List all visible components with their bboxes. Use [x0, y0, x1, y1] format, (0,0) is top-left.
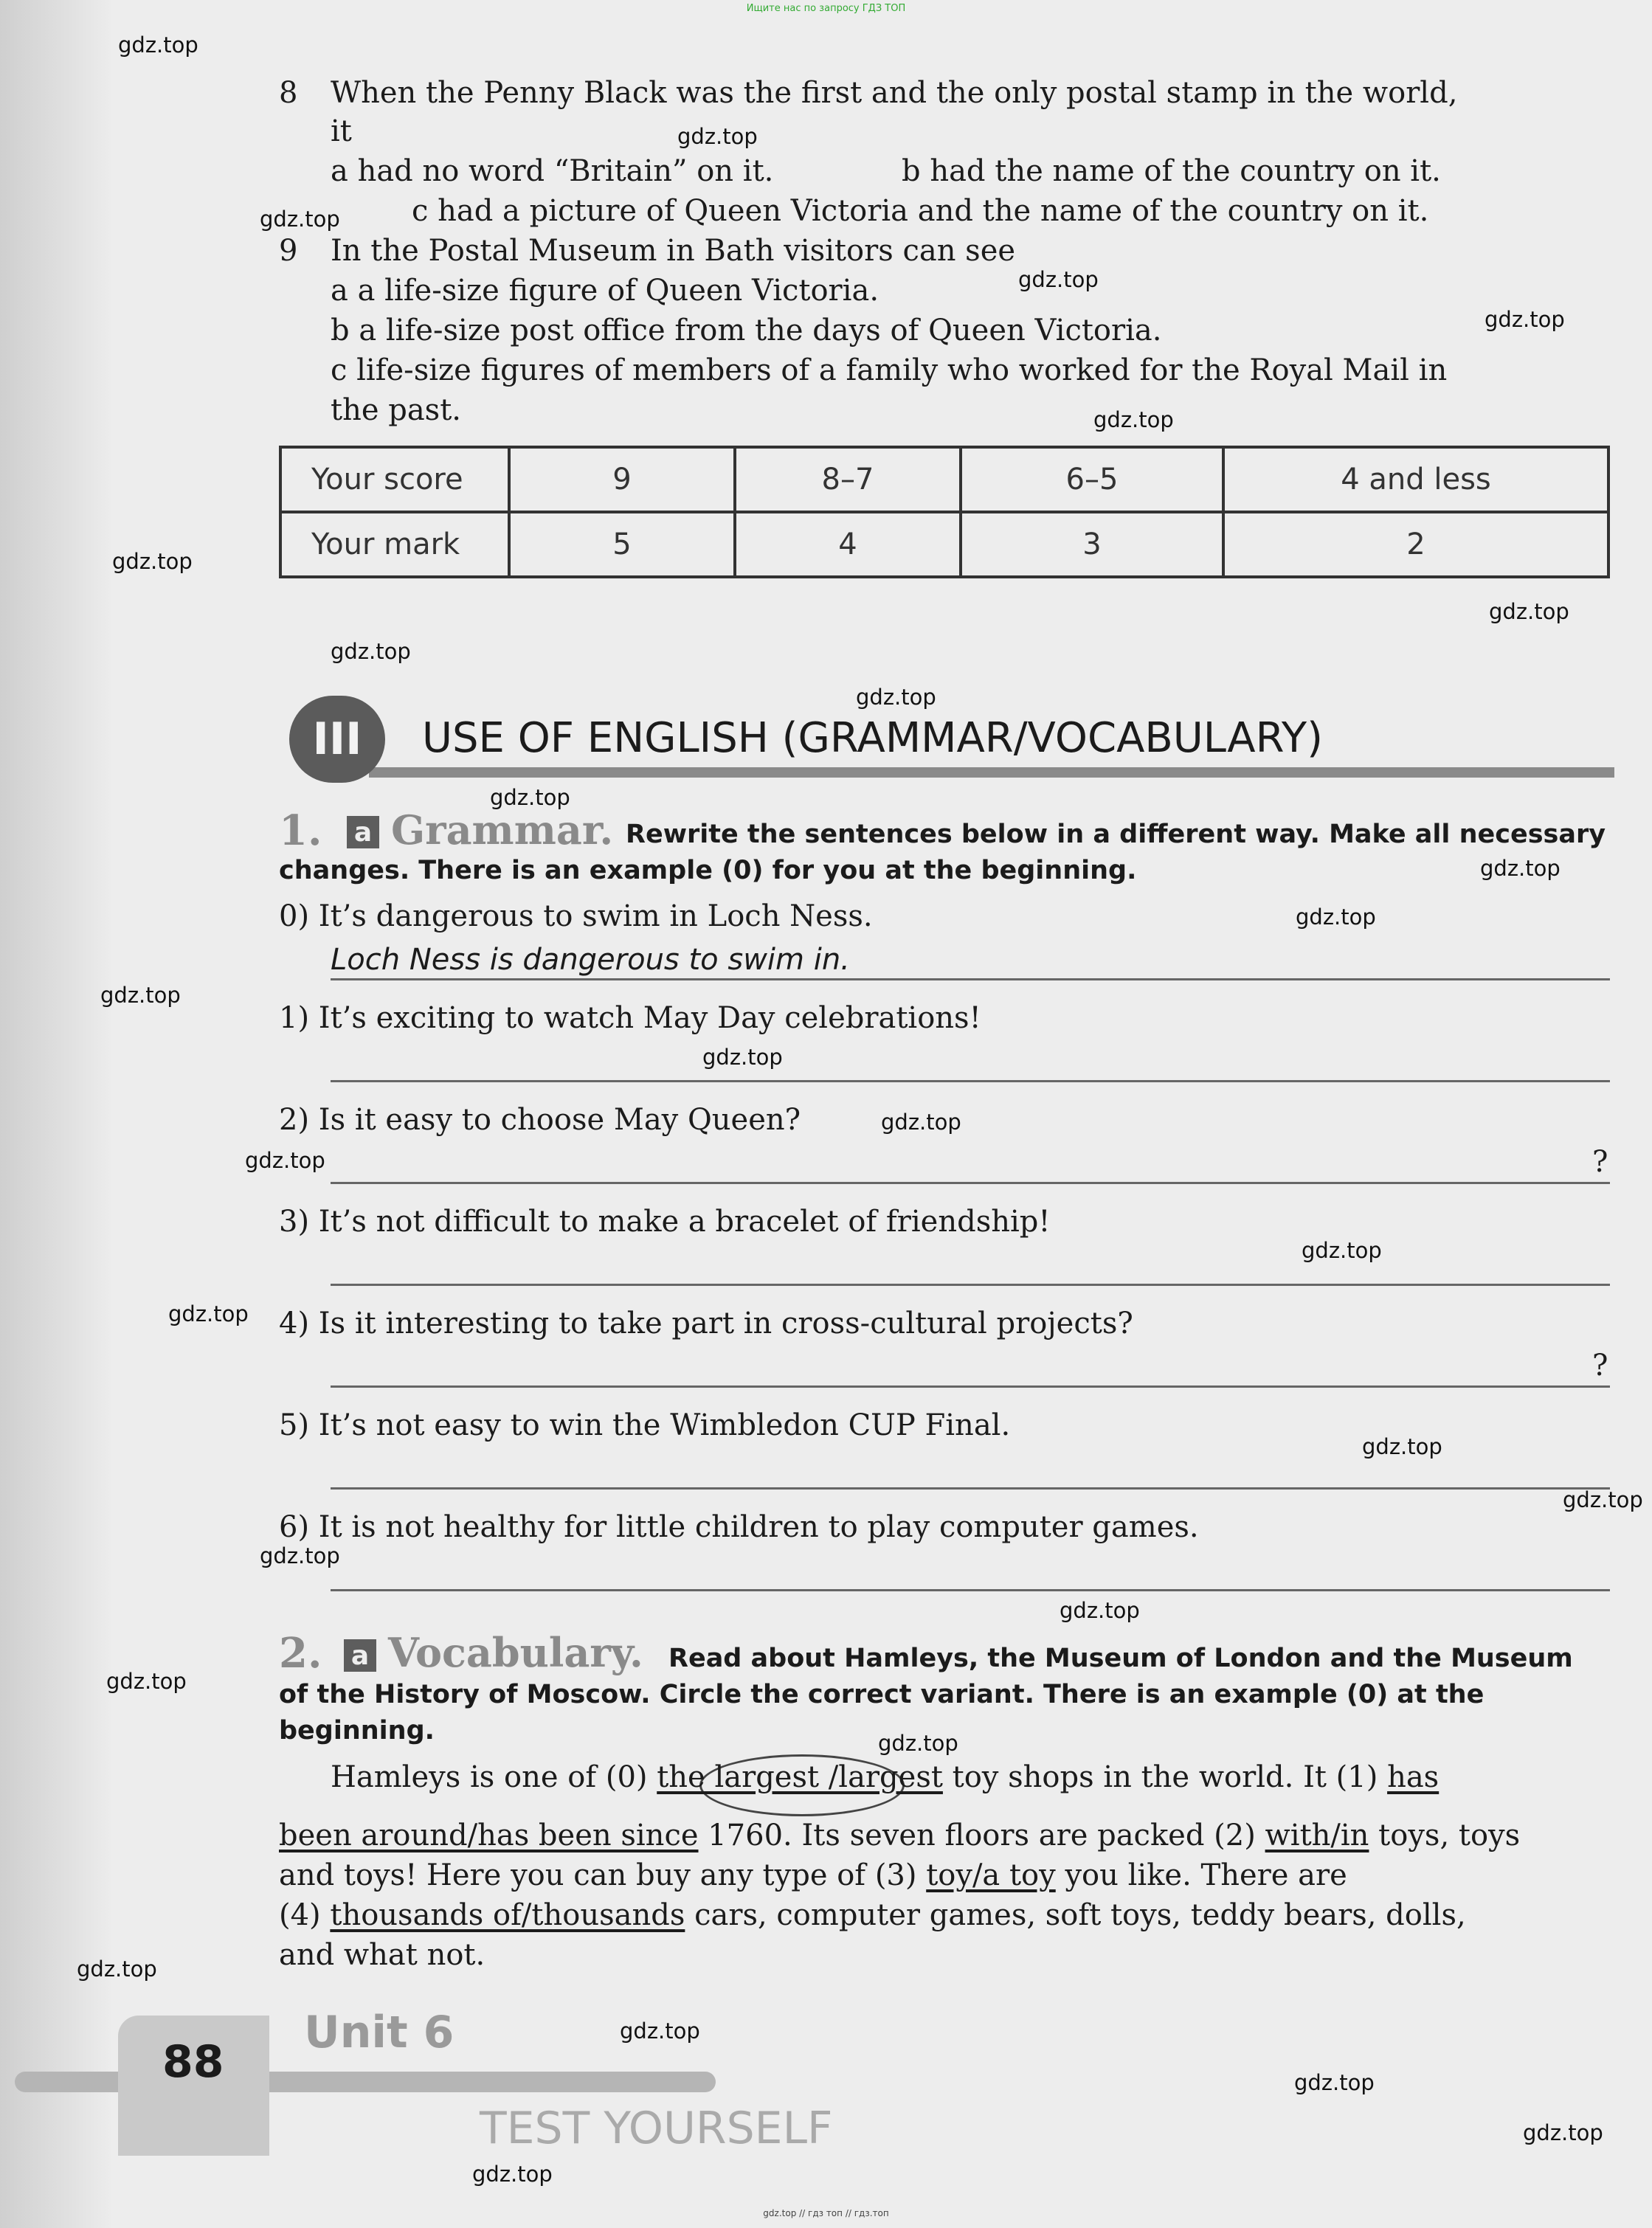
grammar-instruction-2: changes. There is an example (0) for you at the beginning.	[279, 856, 1137, 885]
q9-option-c: c life-size figures of members of a family who worked for the Royal Mail in	[331, 353, 1448, 387]
answer-line[interactable]	[331, 1487, 1610, 1490]
watermark: gdz.top	[490, 785, 570, 810]
watermark: gdz.top	[1093, 407, 1174, 432]
vocab-task-name: Vocabulary.	[388, 1629, 643, 1676]
score-cell: 6–5	[961, 447, 1223, 512]
text-run: toy shops in the world. It (1)	[942, 1760, 1388, 1794]
q8-option-b: b had the name of the country on it.	[902, 154, 1441, 188]
grammar-item-4: 4) Is it interesting to take part in cross-cultural projects?	[279, 1307, 1133, 1340]
watermark: gdz.top	[677, 124, 758, 149]
mark-cell: 5	[509, 512, 735, 577]
option-4[interactable]: thousands of/thousands	[330, 1898, 685, 1932]
option-1[interactable]: been around/has been since	[279, 1819, 699, 1852]
score-cell: 4 and less	[1223, 447, 1608, 512]
text-run: 1760. Its seven floors are packed (2)	[698, 1819, 1265, 1852]
score-label: Your score	[280, 447, 509, 512]
q9-option-a: a a life-size figure of Queen Victoria.	[331, 274, 879, 308]
watermark: gdz.top	[112, 549, 193, 574]
mark-label: Your mark	[280, 512, 509, 577]
watermark: gdz.top	[1523, 2120, 1603, 2145]
watermark: gdz.top	[878, 1731, 958, 1756]
score-row	[280, 447, 1608, 512]
watermark: gdz.top	[1294, 2070, 1375, 2095]
score-cell: 9	[509, 447, 735, 512]
grammar-example-answer: Loch Ness is dangerous to swim in.	[331, 943, 850, 977]
top-note: Ищите нас по запросу ГДЗ ТОП	[746, 3, 906, 14]
q9-number: 9	[279, 234, 298, 268]
mark-row	[280, 512, 1608, 577]
watermark: gdz.top	[100, 983, 181, 1008]
watermark: gdz.top	[1018, 267, 1099, 292]
vocab-para-line-3	[279, 1858, 1347, 1893]
vocab-instruction-1: Read about Hamleys, the Museum of London and the Museum	[668, 1644, 1573, 1673]
task-type-icon: a	[347, 816, 379, 848]
answer-line[interactable]	[331, 1589, 1610, 1591]
watermark: gdz.top	[1362, 1434, 1442, 1459]
text-run: cars, computer games, soft toys, teddy bears, dolls,	[685, 1898, 1466, 1932]
unit-label: Unit 6	[304, 2007, 455, 2058]
text-run: Hamleys is one of (0)	[331, 1760, 657, 1794]
question-mark: ?	[1592, 1349, 1608, 1383]
test-yourself-label: TEST YOURSELF	[480, 2103, 833, 2154]
bottom-note: gdz.top // гдз топ // гдз.топ	[763, 2208, 889, 2218]
question-mark: ?	[1592, 1145, 1608, 1179]
grammar-instruction-1: Rewrite the sentences below in a different way. Make all necessary	[626, 820, 1606, 849]
answer-line[interactable]	[331, 1385, 1610, 1388]
watermark: gdz.top	[1060, 1598, 1140, 1623]
q8-option-a: a had no word “Britain” on it.	[331, 154, 774, 188]
watermark: gdz.top	[702, 1045, 783, 1070]
mark-cell: 2	[1223, 512, 1608, 577]
watermark: gdz.top	[245, 1148, 325, 1173]
q8-option-c: c had a picture of Queen Victoria and the name of the country on it.	[412, 194, 1429, 228]
option-0[interactable]: the largest /largest	[657, 1760, 943, 1794]
q9-stem: In the Postal Museum in Bath visitors can see	[331, 234, 1016, 268]
option-3[interactable]: toy/a toy	[926, 1858, 1056, 1892]
section-underline	[369, 767, 1614, 778]
option-1-start[interactable]: has	[1387, 1760, 1440, 1794]
watermark: gdz.top	[1296, 904, 1376, 930]
watermark: gdz.top	[168, 1301, 249, 1326]
grammar-task-name: Grammar.	[391, 806, 614, 854]
watermark: gdz.top	[620, 2018, 700, 2044]
q9-option-c-cont: the past.	[331, 393, 461, 427]
watermark: gdz.top	[856, 685, 936, 710]
answer-line[interactable]	[331, 1182, 1610, 1184]
q8-stem-line2: it	[331, 114, 352, 148]
text-run: and toys! Here you can buy any type of (3)	[279, 1858, 927, 1892]
grammar-item-1: 1) It’s exciting to watch May Day celebrations!	[279, 1001, 981, 1035]
score-cell: 8–7	[735, 447, 961, 512]
q8-stem-line1: When the Penny Black was the first and the only postal stamp in the world,	[331, 76, 1458, 110]
watermark: gdz.top	[77, 1957, 157, 1982]
watermark: gdz.top	[881, 1110, 961, 1135]
answer-line	[331, 978, 1610, 980]
answer-line[interactable]	[331, 1284, 1610, 1286]
mark-cell: 4	[735, 512, 961, 577]
section-badge: III	[289, 696, 385, 783]
score-table	[279, 446, 1610, 578]
watermark: gdz.top	[1302, 1238, 1382, 1263]
vocab-instruction-2: of the History of Moscow. Circle the correct variant. There is an example (0) at the	[279, 1680, 1485, 1709]
grammar-item-2: 2) Is it easy to choose May Queen?	[279, 1103, 801, 1137]
vocab-task-number: 2.	[279, 1629, 322, 1678]
watermark: gdz.top	[106, 1669, 187, 1694]
vocab-para-line-5: and what not.	[279, 1938, 485, 1972]
task-type-icon: a	[344, 1639, 376, 1672]
grammar-item-6: 6) It is not healthy for little children to play computer games.	[279, 1510, 1199, 1544]
section-title: USE OF ENGLISH (GRAMMAR/VOCABULARY)	[422, 714, 1323, 762]
page-left-shading	[0, 0, 111, 2228]
answer-line[interactable]	[331, 1080, 1610, 1082]
vocab-instruction-3: beginning.	[279, 1716, 435, 1746]
text-run: toys, toys	[1369, 1819, 1521, 1852]
grammar-item-3: 3) It’s not difficult to make a bracelet of friendship!	[279, 1205, 1051, 1239]
grammar-task-number: 1.	[279, 806, 322, 855]
text-run: (4)	[279, 1898, 331, 1932]
grammar-example-question: 0) It’s dangerous to swim in Loch Ness.	[279, 899, 873, 933]
q9-option-b: b a life-size post office from the days of Queen Victoria.	[331, 314, 1162, 347]
q8-number: 8	[279, 76, 298, 110]
watermark: gdz.top	[1563, 1487, 1643, 1512]
watermark: gdz.top	[331, 639, 411, 664]
vocab-para-line-2	[279, 1818, 1520, 1853]
grammar-item-5: 5) It’s not easy to win the Wimbledon CUP Final.	[279, 1408, 1011, 1442]
watermark: gdz.top	[260, 1543, 340, 1568]
vocab-para-line-4	[279, 1897, 1466, 1933]
text-run: you like. There are	[1055, 1858, 1347, 1892]
option-2[interactable]: with/in	[1265, 1819, 1369, 1852]
watermark: gdz.top	[1480, 856, 1561, 881]
watermark: gdz.top	[1485, 307, 1565, 332]
page-number: 88	[162, 2036, 224, 2088]
mark-cell: 3	[961, 512, 1223, 577]
watermark: gdz.top	[118, 32, 198, 58]
watermark: gdz.top	[260, 207, 340, 232]
watermark: gdz.top	[1489, 599, 1569, 624]
vocab-para-line-1	[331, 1760, 1439, 1795]
watermark: gdz.top	[472, 2162, 553, 2187]
